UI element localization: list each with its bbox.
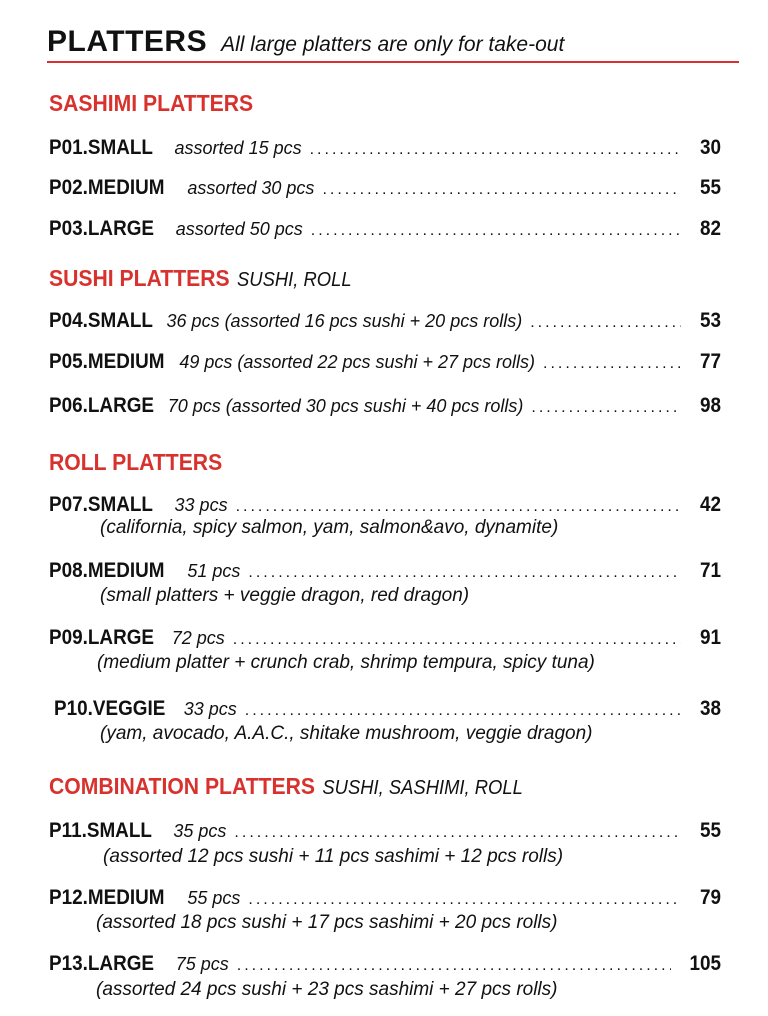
item-description: assorted 15 pcs (174, 138, 302, 158)
section-title-roll (49, 448, 222, 476)
menu-item-p01 (49, 133, 721, 165)
item-code: P11.SMALL (49, 819, 152, 842)
item-description: 75 pcs (175, 954, 229, 974)
menu-item-p13 (49, 949, 721, 981)
section-subtitle: SUSHI, ROLL (237, 269, 352, 291)
item-description: 55 pcs (187, 888, 241, 908)
item-description: 49 pcs (assorted 22 pcs sushi + 27 pcs rolls) (179, 352, 536, 372)
item-code: P02.MEDIUM (49, 176, 165, 199)
item-code: P07.SMALL (49, 493, 153, 516)
item-code: P12.MEDIUM (49, 886, 165, 909)
item-price: 38 (699, 697, 721, 720)
item-code: P08.MEDIUM (49, 559, 165, 582)
section-title-text: SUSHI PLATTERS (49, 265, 230, 291)
take-out-note: All large platters are only for take-out (221, 33, 565, 56)
section-subtitle: SUSHI, SASHIMI, ROLL (322, 777, 523, 799)
item-code: P13.LARGE (49, 952, 155, 975)
item-note-p11: (assorted 12 pcs sushi + 11 pcs sashimi + 12 pcs rolls) (103, 846, 564, 867)
item-price: 91 (699, 626, 721, 649)
item-price: 77 (699, 350, 721, 373)
dot-leader (311, 216, 681, 246)
dot-leader (530, 308, 681, 338)
dot-leader (310, 135, 681, 165)
item-price: 30 (699, 136, 721, 159)
item-note-p10: (yam, avocado, A.A.C., shitake mushroom, veggie dragon) (100, 723, 593, 744)
item-note-p12: (assorted 18 pcs sushi + 17 pcs sashimi + 20 pcs rolls) (96, 912, 558, 933)
dot-leader (234, 818, 681, 848)
item-price: 79 (699, 886, 721, 909)
item-code: P06.LARGE (49, 394, 155, 417)
menu-item-p04 (49, 306, 721, 338)
item-code: P05.MEDIUM (49, 350, 165, 373)
item-price: 71 (699, 559, 721, 582)
item-code: P01.SMALL (49, 136, 153, 159)
item-note-p13: (assorted 24 pcs sushi + 23 pcs sashimi + 27 pcs rolls) (96, 979, 558, 1000)
item-note-p07: (california, spicy salmon, yam, salmon&avo, dynamite) (100, 517, 559, 538)
dot-leader (322, 175, 681, 205)
section-title-text: SASHIMI PLATTERS (49, 90, 254, 116)
item-description: 33 pcs (183, 699, 237, 719)
item-price: 55 (699, 176, 721, 199)
item-code: P09.LARGE (49, 626, 155, 649)
section-title-text: COMBINATION PLATTERS (49, 773, 316, 799)
item-description: 33 pcs (174, 495, 228, 515)
item-description: assorted 50 pcs (175, 219, 303, 239)
item-price: 53 (699, 309, 721, 332)
item-description: assorted 30 pcs (187, 178, 315, 198)
dot-leader (531, 393, 681, 423)
item-description: 70 pcs (assorted 30 pcs sushi + 40 pcs rolls) (167, 396, 524, 416)
page-title: PLATTERS (47, 25, 208, 58)
item-description: 36 pcs (assorted 16 pcs sushi + 20 pcs rolls) (166, 311, 523, 331)
item-price: 42 (699, 493, 721, 516)
item-price: 105 (689, 952, 721, 975)
menu-item-p06 (49, 391, 721, 423)
menu-item-p02 (49, 173, 721, 205)
section-title-sashimi (49, 89, 253, 117)
item-description: 35 pcs (173, 821, 227, 841)
item-price: 55 (699, 819, 721, 842)
item-price: 98 (699, 394, 721, 417)
item-code: P03.LARGE (49, 217, 155, 240)
item-description: 72 pcs (171, 628, 225, 648)
item-code: P04.SMALL (49, 309, 153, 332)
dot-leader (543, 349, 681, 379)
menu-item-p11 (49, 816, 721, 848)
section-title-text: ROLL PLATTERS (49, 449, 223, 475)
page-header (47, 27, 739, 63)
menu-item-p05 (49, 347, 721, 379)
item-note-p09: (medium platter + crunch crab, shrimp tempura, spicy tuna) (97, 652, 595, 673)
item-description: 51 pcs (187, 561, 241, 581)
item-note-p08: (small platters + veggie dragon, red dragon) (100, 585, 470, 606)
dot-leader (237, 951, 671, 981)
menu-item-p03 (49, 214, 721, 246)
section-title-sushi (49, 264, 352, 294)
item-code: P10.VEGGIE (54, 697, 166, 720)
item-price: 82 (699, 217, 721, 240)
section-title-combination (49, 772, 523, 802)
